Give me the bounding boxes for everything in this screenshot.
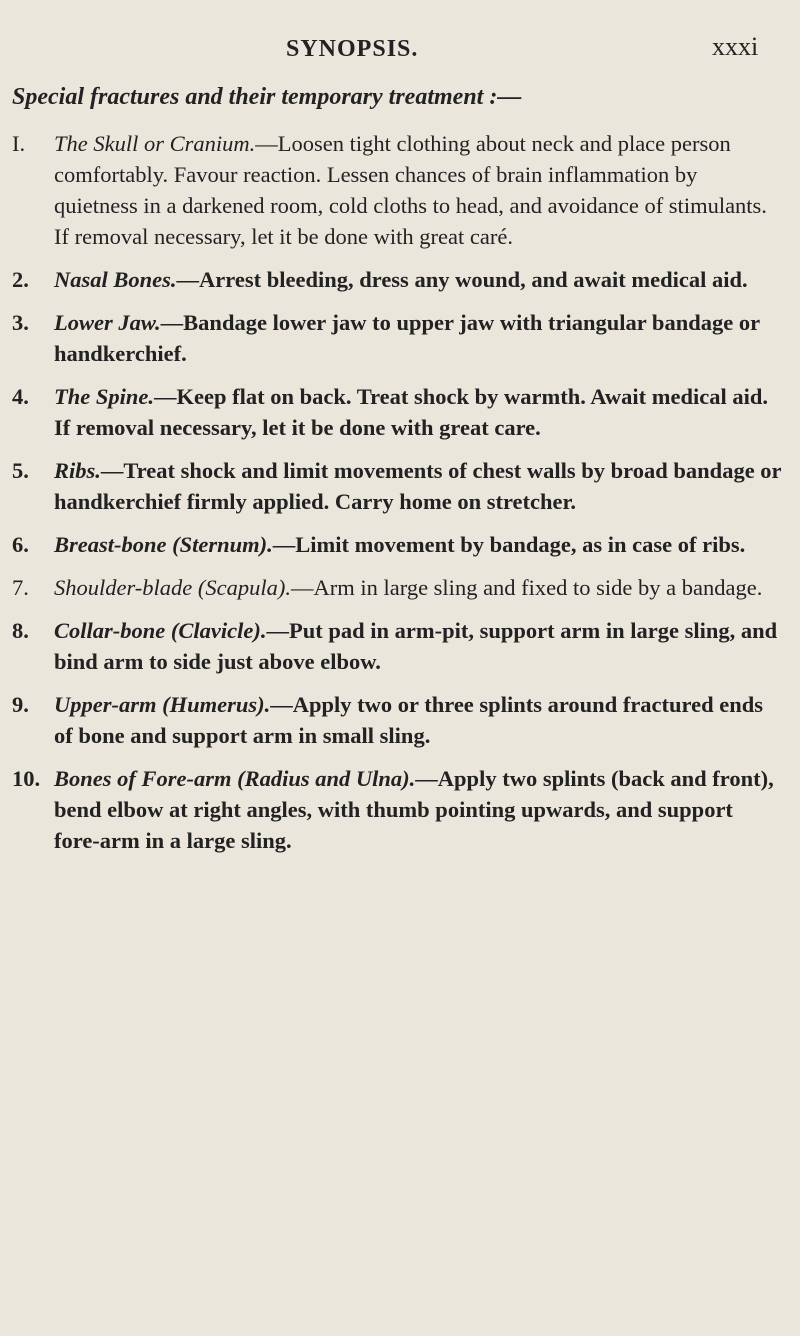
- list-item: [12, 381, 782, 443]
- item-text: —Apply two or three splints around fractured ends of bone and support arm in small sling.: [54, 692, 764, 748]
- item-term: The Skull or Cranium.: [54, 131, 256, 156]
- list-item: [12, 615, 782, 677]
- item-number: 9.: [12, 692, 29, 717]
- fracture-list: [12, 128, 782, 868]
- item-number: 7.: [12, 575, 29, 600]
- item-text: —Bandage lower jaw to upper jaw with triangular bandage or handkerchief.: [54, 310, 760, 366]
- item-number: 5.: [12, 458, 29, 483]
- list-item: [12, 763, 782, 856]
- item-term: Nasal Bones.: [54, 267, 177, 292]
- section-heading: Special fractures and their temporary treatment :—: [12, 84, 522, 110]
- item-number: 6.: [12, 532, 29, 557]
- item-term: Upper-arm (Humerus).: [54, 692, 271, 717]
- item-number: 8.: [12, 618, 29, 643]
- page-number: xxxi: [712, 32, 759, 61]
- list-item: [12, 264, 782, 295]
- item-term: Breast-bone (Sternum).: [54, 532, 273, 557]
- list-item: [12, 529, 782, 560]
- list-item: [12, 307, 782, 369]
- item-text: —Apply two splints (back and front), bend elbow at right angles, with thumb pointing upwards, and support fore-arm in a large sling.: [54, 766, 774, 853]
- item-number: 2.: [12, 267, 29, 292]
- item-term: Bones of Fore-arm (Radius and Ulna).: [54, 766, 416, 791]
- item-text: —Limit movement by bandage, as in case of ribs.: [272, 532, 746, 557]
- list-item: [12, 128, 782, 252]
- item-text: —Arm in large sling and fixed to side by a bandage.: [291, 575, 763, 600]
- item-term: Ribs.: [54, 458, 101, 483]
- item-text: —Loosen tight clothing about neck and place person comfortably. Favour reaction. Lessen chances of brain inflammation by quietness in a darkened room, cold cloths to head, and avoidance of stimulants. If removal necessary, let it be done with great caré.: [54, 131, 767, 249]
- item-text: —Keep flat on back. Treat shock by warmth. Await medical aid. If removal necessary, let it be done with great care.: [54, 384, 768, 440]
- item-text: —Treat shock and limit movements of chest walls by broad bandage or handkerchief firmly applied. Carry home on stretcher.: [54, 458, 782, 514]
- list-item: [12, 689, 782, 751]
- item-number: 4.: [12, 384, 29, 409]
- page-header: [0, 32, 800, 76]
- item-term: The Spine.: [54, 384, 155, 409]
- item-term: Collar-bone (Clavicle).: [54, 618, 267, 643]
- item-text: —Arrest bleeding, dress any wound, and await medical aid.: [176, 267, 748, 292]
- item-number: 3.: [12, 310, 29, 335]
- list-item: [12, 455, 782, 517]
- item-term: Lower Jaw.: [54, 310, 161, 335]
- item-text: —Put pad in arm-pit, support arm in large sling, and bind arm to side just above elbow.: [54, 618, 778, 674]
- running-title: SYNOPSIS.: [286, 36, 419, 62]
- list-item: [12, 572, 782, 603]
- item-term: Shoulder-blade (Scapula).: [54, 575, 291, 600]
- item-number: 10.: [12, 766, 41, 791]
- item-number: I.: [12, 131, 26, 156]
